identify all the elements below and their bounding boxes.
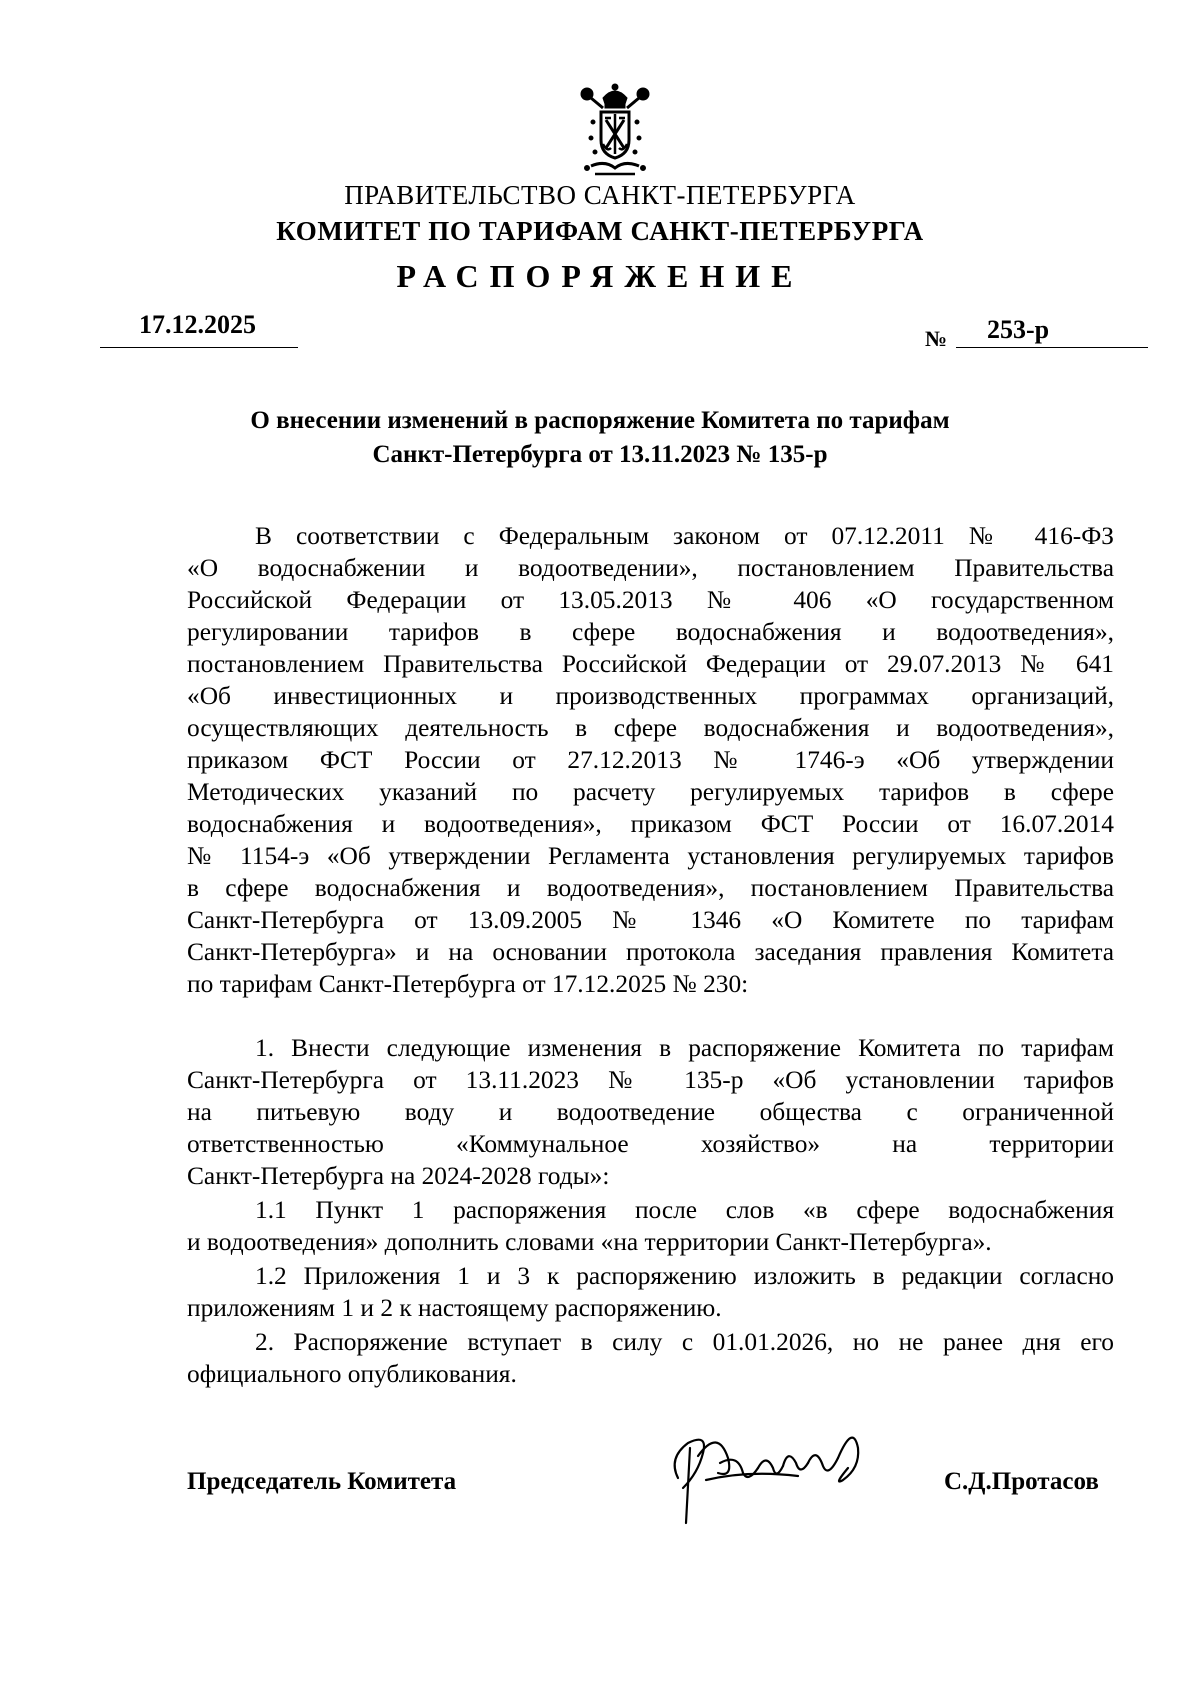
preamble-line: в сфере водоснабжения и водоотведения», постановлением Правительства [187, 874, 1114, 902]
preamble-line: Санкт-Петербурга от 13.09.2005 № 1346 «О Комитете по тарифам [187, 906, 1114, 934]
preamble-line: Санкт-Петербурга» и на основании протокола заседания правления Комитета [187, 938, 1114, 966]
number-label: № [925, 326, 948, 351]
preamble-line: «О водоснабжении и водоотведении», постановлением Правительства [187, 554, 1114, 582]
preamble-line: № 1154-э «Об утверждении Регламента установления регулируемых тарифов [187, 842, 1114, 870]
preamble-line: по тарифам Санкт-Петербурга от 17.12.2025 № 230: [187, 970, 749, 998]
preamble-line: постановлением Правительства Российской Федерации от 29.07.2013 № 641 [187, 650, 1114, 678]
item-2-line: официального опубликования. [187, 1360, 517, 1388]
document-type-heading: РАСПОРЯЖЕНИЕ [396, 258, 804, 294]
government-heading: ПРАВИТЕЛЬСТВО САНКТ-ПЕТЕРБУРГА [344, 180, 856, 210]
date-underline [100, 347, 298, 348]
preamble-line: В соответствии с Федеральным законом от 07.12.2011 № 416-ФЗ [255, 522, 1114, 550]
preamble-line: регулировании тарифов в сфере водоснабжения и водоотведения», [187, 618, 1114, 646]
item-1-1-line: и водоотведения» дополнить словами «на территории Санкт-Петербурга». [187, 1228, 992, 1256]
preamble-line: приказом ФСТ России от 27.12.2013 № 1746-э «Об утверждении [187, 746, 1114, 774]
item-1-line: 1. Внести следующие изменения в распоряжение Комитета по тарифам [255, 1034, 1114, 1062]
item-1-line: Санкт-Петербурга на 2024-2028 годы»: [187, 1162, 610, 1190]
committee-heading: КОМИТЕТ ПО ТАРИФАМ САНКТ-ПЕТЕРБУРГА [276, 216, 924, 246]
signatory-name: С.Д.Протасов [944, 1468, 1099, 1495]
item-2-line: 2. Распоряжение вступает в силу с 01.01.2026, но не ранее дня его [255, 1328, 1114, 1356]
item-1-line: на питьевую воду и водоотведение общества с ограниченной [187, 1098, 1114, 1126]
handwritten-signature [648, 1418, 888, 1533]
item-1-1-line: 1.1 Пункт 1 распоряжения после слов «в сфере водоснабжения [255, 1196, 1114, 1224]
number-underline [956, 347, 1148, 348]
preamble-line: водоснабжения и водоотведения», приказом ФСТ России от 16.07.2014 [187, 810, 1114, 838]
document-title-line: Санкт-Петербурга от 13.11.2023 № 135-р [372, 441, 828, 468]
item-1-2-line: 1.2 Приложения 1 и 3 к распоряжению изложить в редакции согласно [255, 1262, 1114, 1290]
item-1-line: Санкт-Петербурга от 13.11.2023 № 135-р «Об установлении тарифов [187, 1066, 1114, 1094]
preamble-line: Методических указаний по расчету регулируемых тарифов в сфере [187, 778, 1114, 806]
item-1-2-line: приложениям 1 и 2 к настоящему распоряжению. [187, 1294, 722, 1322]
document-date: 17.12.2025 [139, 310, 256, 339]
item-1-line: ответственностью «Коммунальное хозяйство» на территории [187, 1130, 1114, 1158]
coat-of-arms-icon [565, 82, 665, 182]
preamble-line: Российской Федерации от 13.05.2013 № 406 «О государственном [187, 586, 1114, 614]
preamble-line: осуществляющих деятельность в сфере водоснабжения и водоотведения», [187, 714, 1114, 742]
signatory-position: Председатель Комитета [187, 1468, 457, 1495]
preamble-line: «Об инвестиционных и производственных программах организаций, [187, 682, 1114, 710]
document-number: 253-р [986, 315, 1050, 344]
document-title-line: О внесении изменений в распоряжение Комитета по тарифам [250, 407, 950, 434]
